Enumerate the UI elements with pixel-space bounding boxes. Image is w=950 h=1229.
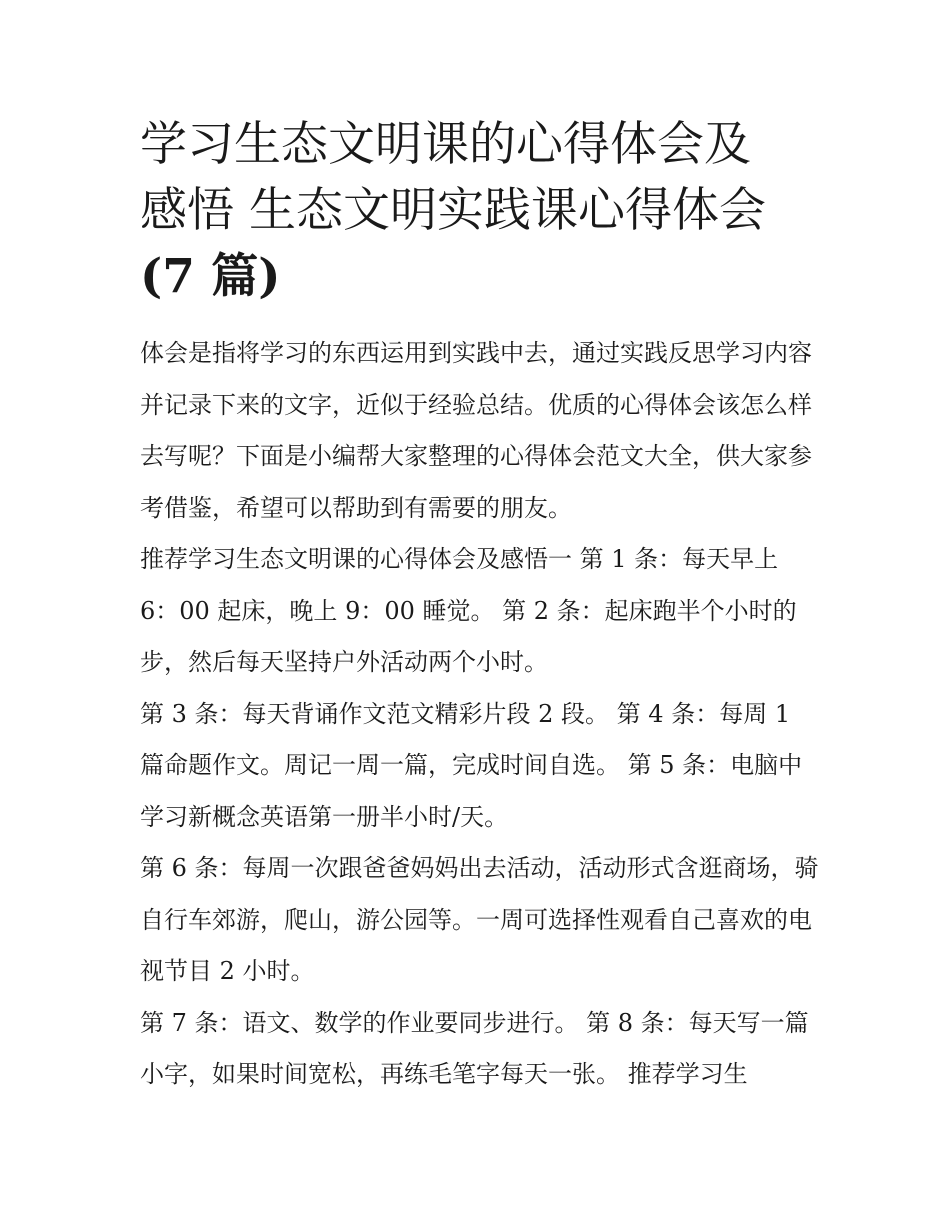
document-page xyxy=(140,112,820,1101)
body-paragraph: 第 3 条：每天背诵作文范文精彩片段 2 段。 第 4 条：每周 1 篇命题作文。周记一周一篇，完成时间自选。 第 5 条：电脑中学习新概念英语第一册半小时/天。 xyxy=(140,699,803,831)
title-line-3: (7 篇) xyxy=(140,249,281,304)
body-paragraph: 第 7 条：语文、数学的作业要同步进行。 第 8 条：每天写一篇小字，如果时间宽松，再练毛笔字每天一张。 推荐学习生 xyxy=(140,1008,809,1088)
body-paragraph: 第 6 条：每周一次跟爸爸妈妈出去活动，活动形式含逛商场，骑自行车郊游，爬山，游公园等。一周可选择性观看自己喜欢的电视节目 2 小时。 xyxy=(140,854,819,985)
body-paragraph: 推荐学习生态文明课的心得体会及感悟一 第 1 条：每天早上 6：00 起床，晚上 9：00 睡觉。 第 2 条：起床跑半个小时的步，然后每天坚持户外活动两个小时。 xyxy=(140,545,797,676)
document-title xyxy=(140,112,820,310)
title-line-2: 感悟 生态文明实践课心得体会 xyxy=(140,183,766,238)
title-line-1: 学习生态文明课的心得体会及 xyxy=(140,117,751,172)
intro-paragraph: 体会是指将学习的东西运用到实践中去，通过实践反思学习内容并记录下来的文字，近似于经验总结。优质的心得体会该怎么样去写呢？下面是小编帮大家整理的心得体会范文大全，供大家参考借鉴，希望可以帮助到有需要的朋友。 xyxy=(140,339,812,522)
